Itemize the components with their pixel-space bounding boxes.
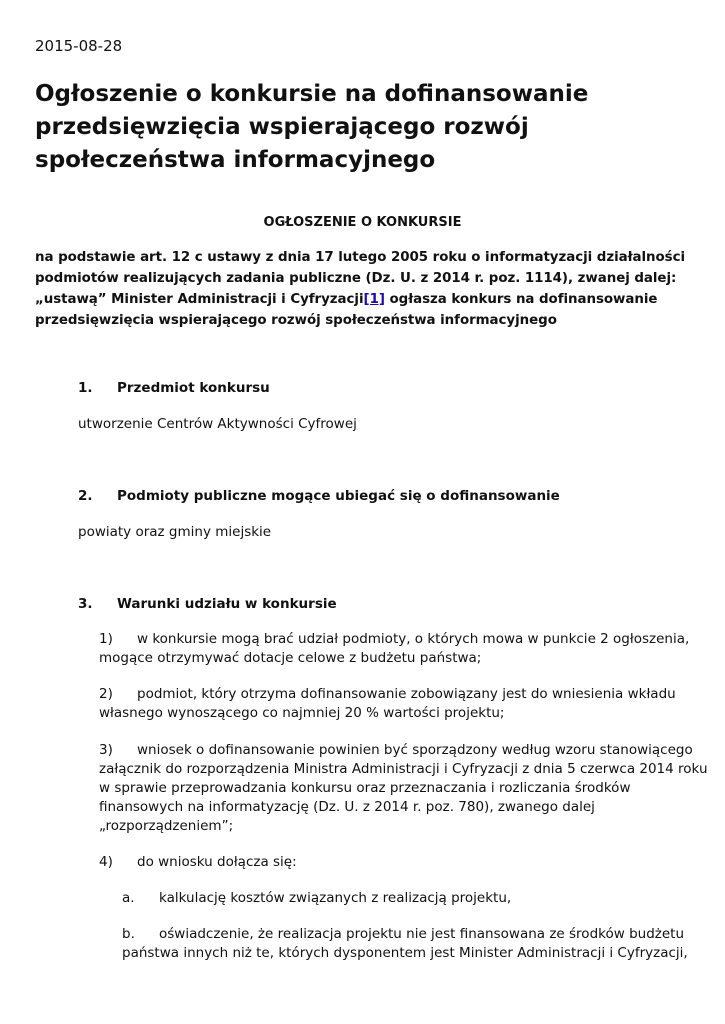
section-title: Przedmiot konkursu: [117, 380, 270, 396]
list-item-text: wniosek o dofinansowanie powinien być sporządzony według wzoru stanowiącego załącznik do rozporządzenia Ministra Administracji i Cyfryzacji z dnia 5 czerwca 2014 roku w sprawie przeprowadzania konkursu oraz przeznaczania i rozliczania środków finansowych na informatyzację (Dz. U. z 2014 r. poz. 780), zwanego dalej „rozporządzeniem”;: [99, 742, 708, 834]
section-body-subject: utworzenie Centrów Aktywności Cyfrowej: [78, 416, 357, 432]
section-number: 3.: [78, 596, 93, 612]
announcement-heading: OGŁOSZENIE O KONKURSIE: [263, 215, 462, 230]
list-item: [99, 741, 714, 836]
section-body-eligible-entities: powiaty oraz gminy miejskie: [78, 524, 272, 540]
section-heading-conditions: [78, 594, 337, 614]
sub-list-item-letter: b.: [122, 926, 135, 942]
preamble-text-start: na podstawie art. 12 c ustawy z dnia 17 lutego 2005 roku o informatyzacji działalności podmiotów realizujących zadania publiczne (Dz. U. z 2014 r. poz. 1114), zwanej dalej: „ustawą” Minister Administracji i Cyfryzacji: [35, 250, 686, 307]
sub-list-item-letter: a.: [122, 890, 135, 906]
list-item: [99, 630, 714, 668]
list-item: [99, 685, 714, 723]
page-title: Ogłoszenie o konkursie na dofinansowanie przedsięwzięcia wspierającego rozwój społeczeństwa informacyjnego: [35, 81, 589, 173]
list-item-text: podmiot, który otrzyma dofinansowanie zobowiązany jest do wniesienia wkładu własnego wynoszącego co najmniej 20 % wartości projektu;: [99, 686, 676, 721]
section-title: Podmioty publiczne mogące ubiegać się o dofinansowanie: [117, 488, 560, 504]
footnote-link[interactable]: [1]: [363, 292, 385, 307]
sub-list-item: [122, 925, 722, 963]
sub-list-item-text: oświadczenie, że realizacja projektu nie jest finansowana ze środków budżetu państwa innych niż te, których dysponentem jest Minister Administracji i Cyfryzacji,: [122, 926, 688, 961]
preamble-paragraph: [35, 247, 695, 331]
section-title: Warunki udziału w konkursie: [117, 596, 337, 612]
list-item: [99, 853, 714, 872]
section-number: 1.: [78, 380, 93, 396]
section-heading-subject: [78, 378, 270, 398]
sub-list-item-text: kalkulację kosztów związanych z realizacją projektu,: [159, 890, 512, 906]
list-item-text: do wniosku dołącza się:: [137, 854, 297, 870]
document-date: 2015-08-28: [35, 37, 123, 55]
list-item-number: 2): [99, 686, 113, 702]
list-item-number: 1): [99, 631, 113, 647]
list-item-number: 4): [99, 854, 113, 870]
preamble-text-end: ogłasza konkurs na dofinansowanie przedsięwzięcia wspierającego rozwój społeczeństwa informacyjnego: [35, 292, 658, 328]
list-item-text: w konkursie mogą brać udział podmioty, o których mowa w punkcie 2 ogłoszenia, mogące otrzymywać dotacje celowe z budżetu państwa;: [99, 631, 690, 666]
section-heading-eligible-entities: [78, 486, 560, 506]
section-number: 2.: [78, 488, 93, 504]
list-item-number: 3): [99, 742, 113, 758]
sub-list-item: [122, 889, 722, 908]
